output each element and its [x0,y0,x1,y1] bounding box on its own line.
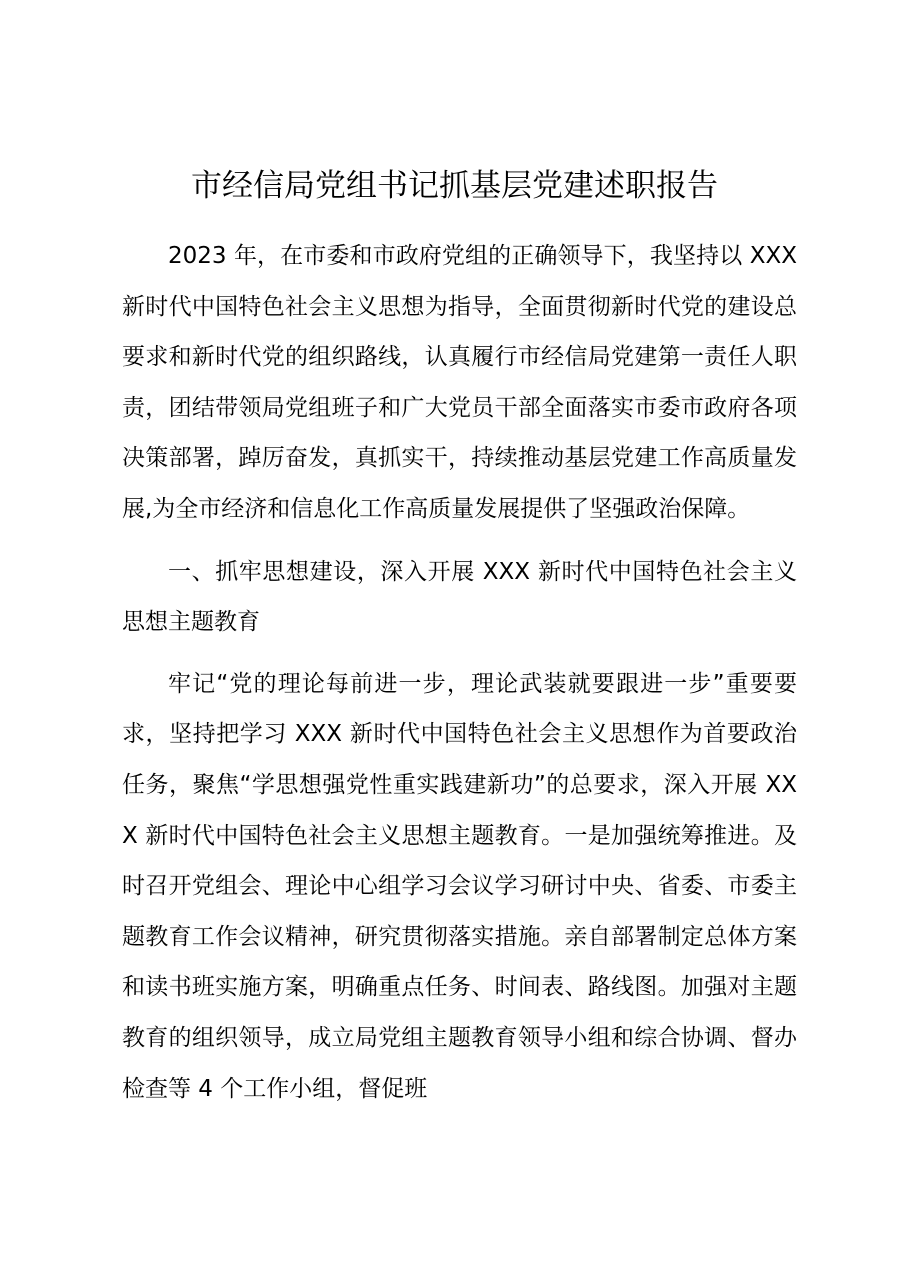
document-body [122,231,797,1114]
paragraph-intro: 2023 年，在市委和市政府党组的正确领导下，我坚持以 XXX 新时代中国特色社会主义思想为指导，全面贯彻新时代党的建设总要求和新时代党的组织路线，认真履行市经信局党建第一责任人职责，团结带领局党组班子和广大党员干部全面落实市委市政府各项决策部署，踔厉奋发，真抓实干，持续推动基层党建工作高质量发展,为全市经济和信息化工作高质量发展提供了坚强政治保障。 [122,243,797,522]
paragraph-section-1: 牢记“党的理论每前进一步，理论武装就要跟进一步”重要要求，坚持把学习 XXX 新时代中国特色社会主义思想作为首要政治任务，聚焦“学思想强党性重实践建新功”的总要求，深入开展 XXX 新时代中国特色社会主义思想主题教育。一是加强统筹推进。及时召开党组会、理论中心组学习会议学习研讨中央、省委、市委主题教育工作会议精神，研究贯彻落实措施。亲自部署制定总体方案和读书班实施方案，明确重点任务、时间表、路线图。加强对主题教育的组织领导，成立局党组主题教育领导小组和综合协调、督办检查等 4 个工作小组，督促班 [122,670,797,1102]
document-title: 市经信局党组书记抓基层党建述职报告 [191,168,718,204]
section-heading-1: 一、抓牢思想建设，深入开展 XXX 新时代中国特色社会主义思想主题教育 [122,558,797,636]
